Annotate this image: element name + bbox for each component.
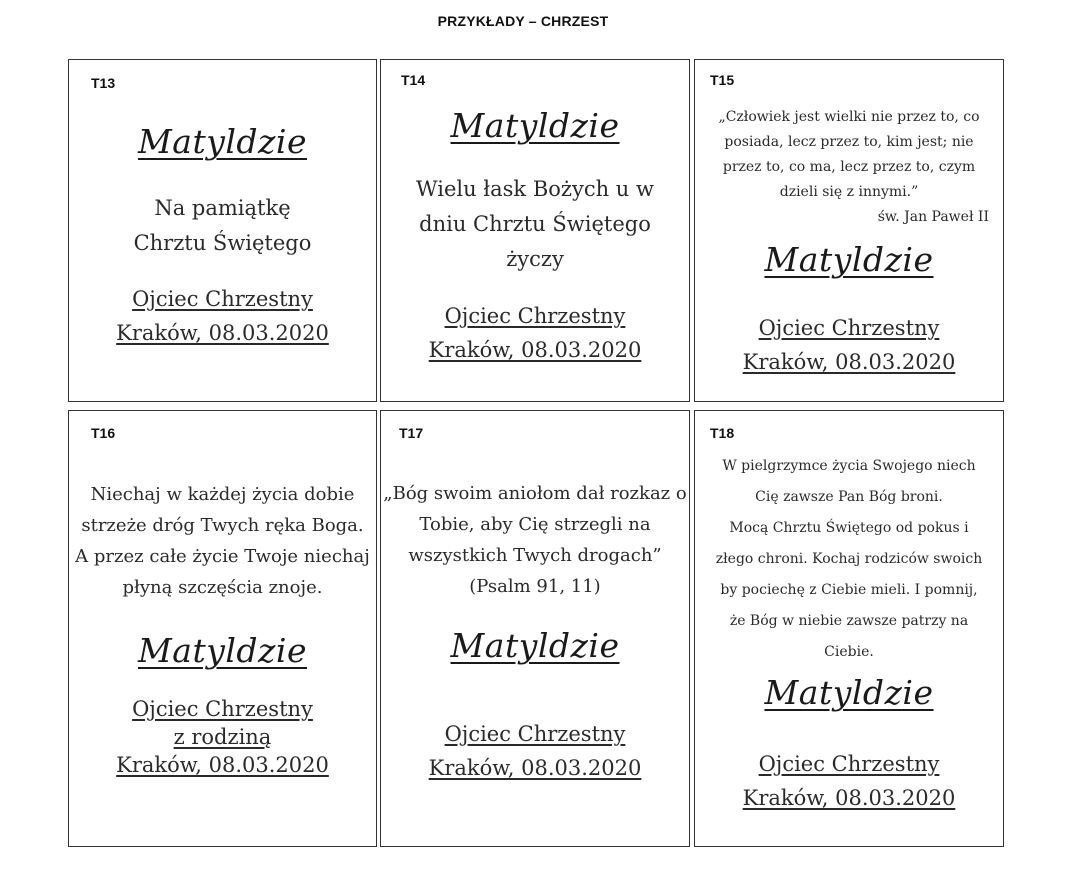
page-title: PRZYKŁADY – CHRZEST <box>437 13 609 29</box>
signature-line: Kraków, 08.03.2020 <box>428 756 642 780</box>
card-signature <box>69 695 376 779</box>
card-t18 <box>694 410 1004 847</box>
recipient-name: Matyldzie <box>450 626 620 665</box>
message-line: „Bóg swoim aniołom dał rozkaz o <box>383 483 687 504</box>
quote-line: „Człowiek jest wielki nie przez to, co <box>718 109 980 125</box>
signature-line: Kraków, 08.03.2020 <box>742 786 956 810</box>
message-line: że Bóg w niebie zawsze patrzy na <box>729 613 969 629</box>
card-message <box>381 478 689 602</box>
card-id: T13 <box>91 75 116 91</box>
signature-line: Ojciec Chrzestny <box>132 287 313 311</box>
message-line: dniu Chrztu Świętego <box>419 212 651 236</box>
message-line: Mocą Chrztu Świętego od pokus i <box>729 520 969 536</box>
signature-line: Kraków, 08.03.2020 <box>742 350 956 374</box>
recipient-name: Matyldzie <box>137 631 308 670</box>
signature-line: Ojciec Chrzestny <box>132 697 313 721</box>
card-id: T14 <box>401 72 426 88</box>
quote-line: posiada, lecz przez to, kim jest; nie <box>724 134 974 150</box>
message-line: płyną szczęścia znoje. <box>122 577 323 598</box>
signature-line: Kraków, 08.03.2020 <box>116 753 329 777</box>
quote-line: dzieli się z innymi.” <box>779 184 919 200</box>
card-signature <box>381 717 689 785</box>
card-t16 <box>68 410 377 847</box>
message-line: Cię zawsze Pan Bóg broni. <box>755 489 943 505</box>
message-line: złego chroni. Kochaj rodziców swoich <box>715 551 983 567</box>
card-t14 <box>380 59 690 402</box>
card-id: T17 <box>399 425 424 441</box>
message-line: A przez całe życie Twoje niechaj <box>75 546 370 567</box>
card-signature <box>381 299 689 367</box>
signature-line: Ojciec Chrzestny <box>758 752 940 776</box>
signature-line: Ojciec Chrzestny <box>444 722 626 746</box>
message-line: by pociechę z Ciebie mieli. I pomnij, <box>720 582 978 598</box>
signature-line: Ojciec Chrzestny <box>758 316 940 340</box>
card-t15 <box>694 59 1004 402</box>
recipient-name: Matyldzie <box>137 122 308 161</box>
card-id: T18 <box>710 425 735 441</box>
message-line: wszystkich Twych drogach” <box>408 545 662 566</box>
quote-author: św. Jan Paweł II <box>877 209 989 225</box>
card-message <box>69 479 376 603</box>
signature-line: Kraków, 08.03.2020 <box>116 321 329 345</box>
message-line: Na pamiątkę <box>154 196 291 220</box>
message-line: strzeże dróg Twych ręka Boga. <box>81 515 364 536</box>
card-t17 <box>380 410 690 847</box>
signature-line: Kraków, 08.03.2020 <box>428 338 642 362</box>
message-line: Chrztu Świętego <box>133 231 312 255</box>
message-line: (Psalm 91, 11) <box>469 576 601 597</box>
card-t13 <box>68 59 377 402</box>
recipient-name: Matyldzie <box>764 673 934 712</box>
card-signature <box>69 282 376 350</box>
message-line: W pielgrzymce życia Swojego niech <box>722 458 976 474</box>
message-line: życzy <box>506 247 564 271</box>
card-message <box>381 172 689 277</box>
message-line: Tobie, aby Cię strzegli na <box>419 514 651 535</box>
card-signature <box>695 747 1003 815</box>
card-id: T16 <box>91 425 116 441</box>
recipient-name: Matyldzie <box>450 106 620 145</box>
card-message <box>69 191 376 261</box>
card-quote <box>701 105 997 230</box>
recipient-name: Matyldzie <box>764 240 934 279</box>
message-line: Ciebie. <box>824 644 874 660</box>
card-message <box>695 451 1003 668</box>
card-id: T15 <box>710 72 735 88</box>
signature-line: Ojciec Chrzestny <box>444 304 626 328</box>
signature-line: z rodziną <box>173 725 272 749</box>
card-signature <box>695 311 1003 379</box>
message-line: Niechaj w każdej życia dobie <box>90 484 355 505</box>
message-line: Wielu łask Bożych u w <box>416 177 654 201</box>
quote-line: przez to, co ma, lecz przez to, czym <box>722 159 976 175</box>
